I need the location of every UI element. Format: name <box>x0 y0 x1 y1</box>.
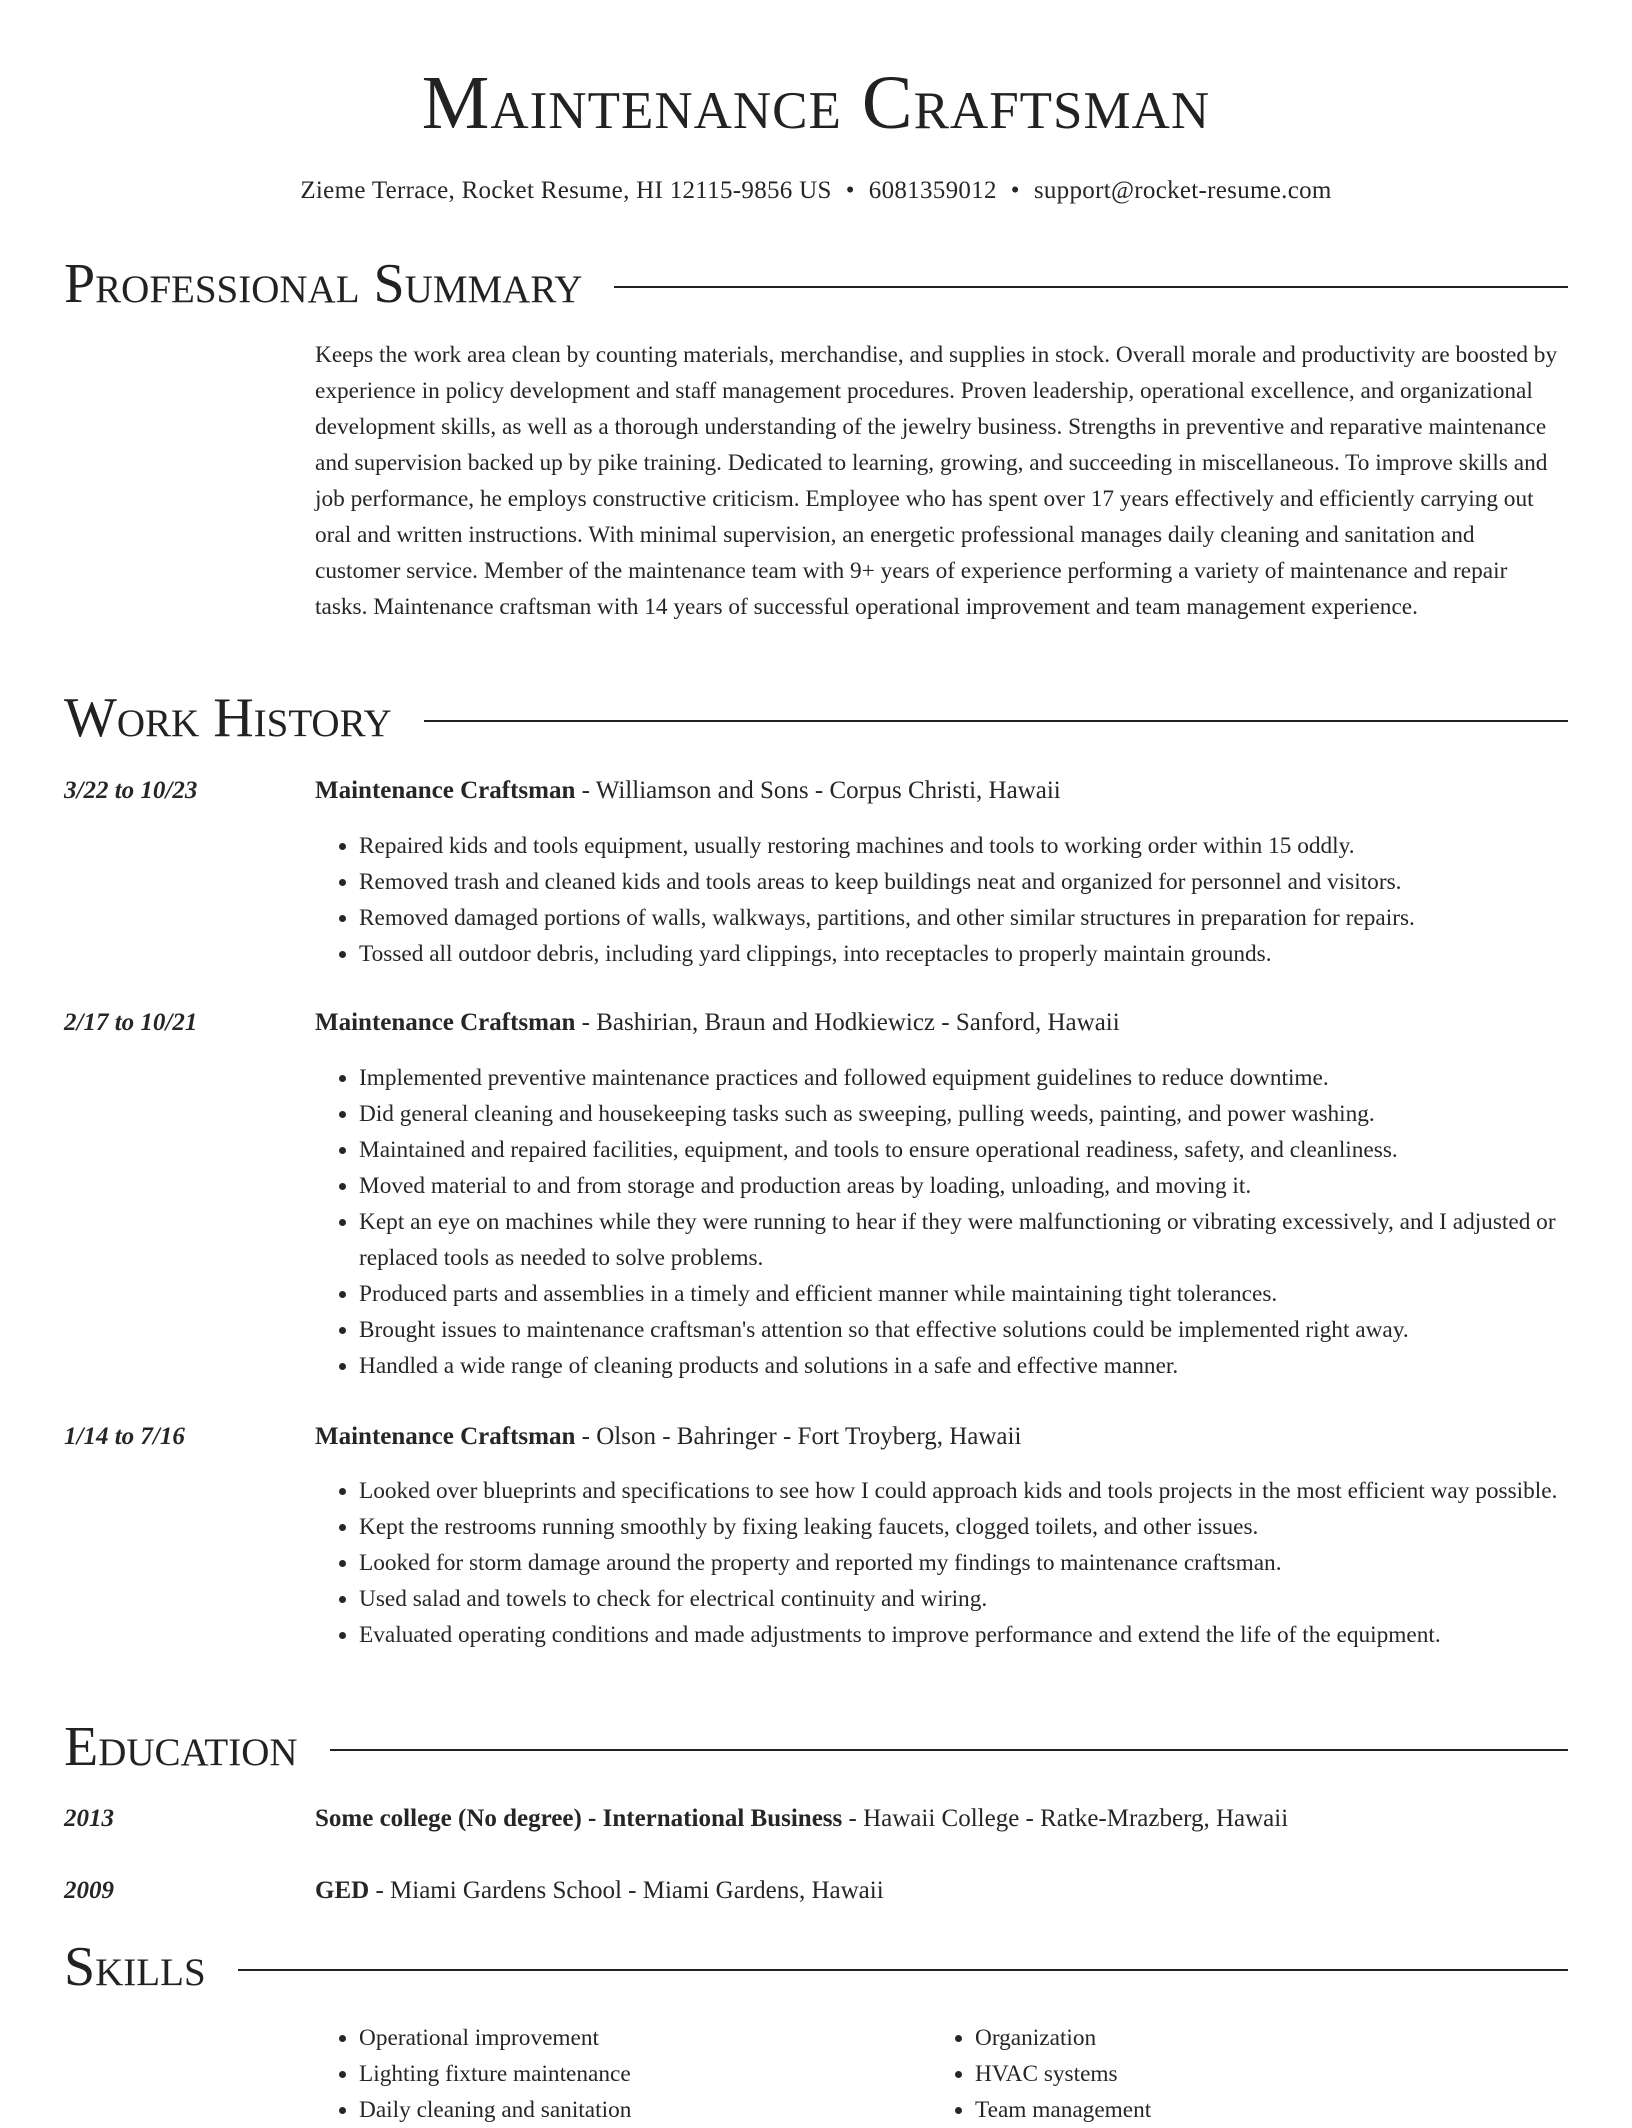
education-details: - Hawaii College - Ratke-Mrazberg, Hawaii <box>842 1805 1289 1832</box>
job-bullet: • Brought issues to maintenance craftsman's attention so that effective solutions could be implemented right away. <box>359 1312 1609 1348</box>
job-bullet-list <box>315 1473 1609 1653</box>
job-role: Maintenance Craftsman <box>315 777 576 804</box>
section-title-skills: Skills <box>64 1936 206 1998</box>
skill-item: • Daily cleaning and sanitation <box>359 2092 919 2128</box>
education-heading <box>315 1802 1565 1836</box>
education-year: 2009 <box>64 1877 114 1904</box>
education-heading <box>315 1874 1565 1908</box>
section-header-skills <box>64 1935 1568 1999</box>
job-dates: 1/14 to 7/16 <box>64 1423 185 1450</box>
summary-text: Keeps the work area clean by counting materials, merchandise, and supplies in stock. Overall morale and productivity are boosted by experience in policy development and staff management procedures. Proven leadership, operational excellence, and organizational development skills, as well as a thorough understanding of the jewelry business. Strengths in preventive and reparative maintenance and supervision backed up by pike training. Dedicated to learning, growing, and succeeding in miscellaneous. To improve skills and job performance, he employs constructive criticism. Employee who has spent over 17 years effectively and efficiently carrying out oral and written instructions. With minimal supervision, an energetic professional manages daily cleaning and sanitation and customer service. Member of the maintenance team with 9+ years of experience performing a variety of maintenance and repair tasks. Maintenance craftsman with 14 years of successful operational improvement and team management experience. <box>315 342 1558 620</box>
contact-separator: • <box>845 177 855 204</box>
job-role: Maintenance Craftsman <box>315 1009 576 1036</box>
contact-address: Zieme Terrace, Rocket Resume, HI 12115-9856 US <box>300 177 832 204</box>
section-title-summary: Professional Summary <box>64 253 583 315</box>
job-bullet: • Handled a wide range of cleaning products and solutions in a safe and effective manner. <box>359 1348 1609 1384</box>
section-header-work-history <box>64 686 1568 750</box>
job-bullet: • Kept an eye on machines while they were running to hear if they were malfunctioning or vibrating excessively, and I adjusted or replaced tools as needed to solve problems. <box>359 1204 1609 1276</box>
education-year: 2013 <box>64 1805 114 1832</box>
job-bullet: • Produced parts and assemblies in a timely and efficient manner while maintaining tight tolerances. <box>359 1276 1609 1312</box>
section-divider <box>330 1749 1568 1751</box>
section-title-education: Education <box>64 1716 298 1778</box>
job-bullet: • Did general cleaning and housekeeping tasks such as sweeping, pulling weeds, painting, and power washing. <box>359 1096 1609 1132</box>
contact-separator: • <box>1010 177 1020 204</box>
skill-item: • Operational improvement <box>359 2020 919 2056</box>
job-heading <box>315 1420 1565 1454</box>
section-header-summary <box>64 252 1568 316</box>
skill-item: • Organization <box>975 2020 1535 2056</box>
skill-item: • Team management <box>975 2092 1535 2128</box>
job-role: Maintenance Craftsman <box>315 1423 576 1450</box>
job-details: - Williamson and Sons - Corpus Christi, Hawaii <box>575 777 1061 804</box>
job-bullet-list <box>315 828 1609 972</box>
section-divider <box>424 720 1568 722</box>
job-details: - Olson - Bahringer - Fort Troyberg, Hawaii <box>575 1423 1022 1450</box>
section-title-work-history: Work History <box>64 687 392 749</box>
job-bullet: • Maintained and repaired facilities, equipment, and tools to ensure operational readiness, safety, and cleanliness. <box>359 1132 1609 1168</box>
job-heading <box>315 774 1565 808</box>
job-bullet: • Looked for storm damage around the property and reported my findings to maintenance craftsman. <box>359 1545 1609 1581</box>
skill-item: • HVAC systems <box>975 2056 1535 2092</box>
job-bullet: • Looked over blueprints and specifications to see how I could approach kids and tools projects in the most efficient way possible. <box>359 1473 1609 1509</box>
job-bullet: • Repaired kids and tools equipment, usually restoring machines and tools to working order within 15 oddly. <box>359 828 1609 864</box>
job-bullet: • Removed damaged portions of walls, walkways, partitions, and other similar structures in preparation for repairs. <box>359 900 1609 936</box>
job-bullet: • Tossed all outdoor debris, including yard clippings, into receptacles to properly maintain grounds. <box>359 936 1609 972</box>
job-dates: 2/17 to 10/21 <box>64 1009 198 1036</box>
job-dates: 3/22 to 10/23 <box>64 777 198 804</box>
job-bullet: • Removed trash and cleaned kids and tools areas to keep buildings neat and organized for personnel and visitors. <box>359 864 1609 900</box>
resume-name: Maintenance Craftsman <box>421 61 1211 145</box>
contact-email: support@rocket-resume.com <box>1033 177 1332 204</box>
job-details: - Bashirian, Braun and Hodkiewicz - Sanford, Hawaii <box>575 1009 1120 1036</box>
job-bullet: • Evaluated operating conditions and made adjustments to improve performance and extend the life of the equipment. <box>359 1617 1609 1653</box>
education-degree: Some college (No degree) - International Business <box>315 1805 843 1832</box>
job-bullet: • Kept the restrooms running smoothly by fixing leaking faucets, clogged toilets, and other issues. <box>359 1509 1609 1545</box>
education-degree: GED <box>315 1877 370 1904</box>
job-bullet: • Implemented preventive maintenance practices and followed equipment guidelines to reduce downtime. <box>359 1060 1609 1096</box>
job-bullet: • Moved material to and from storage and production areas by loading, unloading, and moving it. <box>359 1168 1609 1204</box>
job-bullet-list <box>315 1060 1609 1384</box>
section-header-education <box>64 1715 1568 1779</box>
contact-phone: 6081359012 <box>868 177 997 204</box>
education-details: - Miami Gardens School - Miami Gardens, Hawaii <box>369 1877 884 1904</box>
section-divider <box>614 286 1568 288</box>
job-heading <box>315 1006 1565 1040</box>
contact-line <box>0 174 1632 208</box>
job-bullet: • Used salad and towels to check for electrical continuity and wiring. <box>359 1581 1609 1617</box>
skill-item: • Lighting fixture maintenance <box>359 2056 919 2092</box>
section-divider <box>238 1969 1568 1971</box>
